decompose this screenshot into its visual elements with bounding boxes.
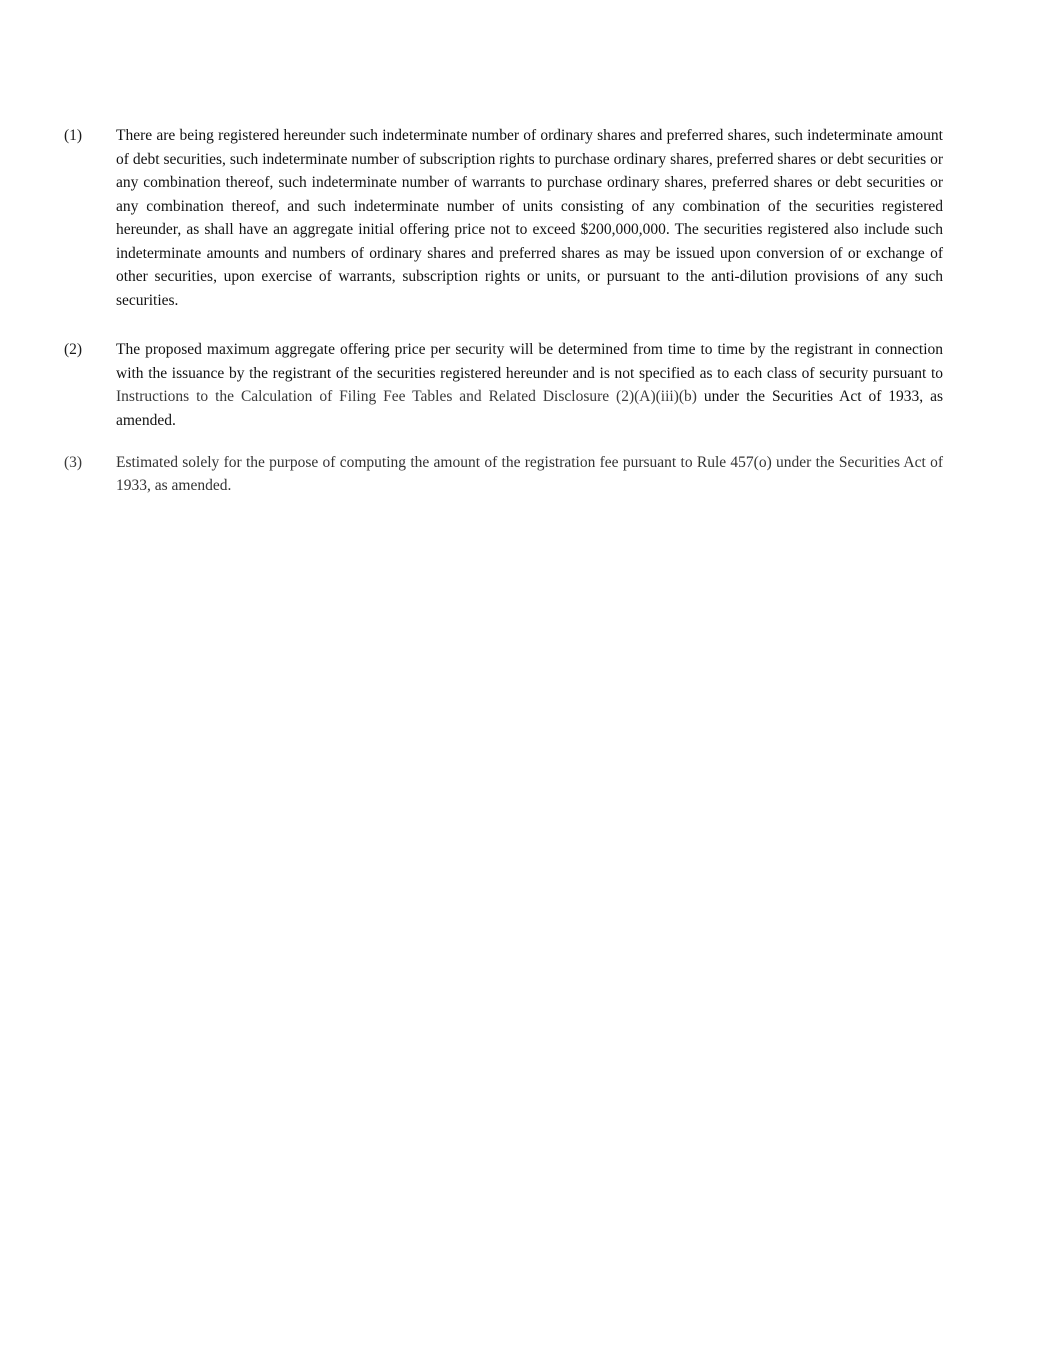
footnote-2-marker: (2) — [64, 341, 83, 359]
footnote-1-text: There are being registered hereunder such indeterminate number of ordinary shares and preferred shares, such indeterminate amount of debt securities, such indeterminate number of subscription rights to purchase ordinary shares, preferred shares or debt securities or any combination thereof, such indeterminate number of warrants to purchase ordinary shares, preferred shares or debt securities or any combination thereof, and such indeterminate number of units consisting of any combination of the securities registered hereunder, as shall have an aggregate initial offering price not to exceed $200,000,000. The securities registered also include such indeterminate amounts and numbers of ordinary shares and preferred shares as may be issued upon conversion of or exchange of other securities, upon exercise of warrants, subscription rights or units, or pursuant to the anti-dilution provisions of any such securities. — [116, 127, 943, 309]
footnote-2-text-part-1: The proposed maximum aggregate offering price per security will be determined from time to time by the registrant in connection with the issuance by the registrant of the securities registered hereunder and is not specified as to each class of security pursuant to — [116, 341, 943, 382]
footnote-1-marker: (1) — [64, 127, 83, 144]
footnote-2-text-part-3: under the Securities Act of 1933, as amended. — [116, 388, 943, 430]
footnote-3 — [64, 451, 943, 498]
footnote-3-marker: (3) — [64, 453, 83, 471]
footnote-2-text — [116, 338, 943, 432]
footnote-2 — [64, 338, 943, 432]
footnote-1 — [64, 124, 943, 312]
footnote-2-text-part-2: Instructions to the Calculation of Filing Fee Tables and Related Disclosure (2)(A)(iii)(b) — [116, 388, 697, 406]
footnote-3-text: Estimated solely for the purpose of computing the amount of the registration fee pursuant to Rule 457(o) under the Securities Act of 1933, as amended. — [116, 453, 943, 495]
